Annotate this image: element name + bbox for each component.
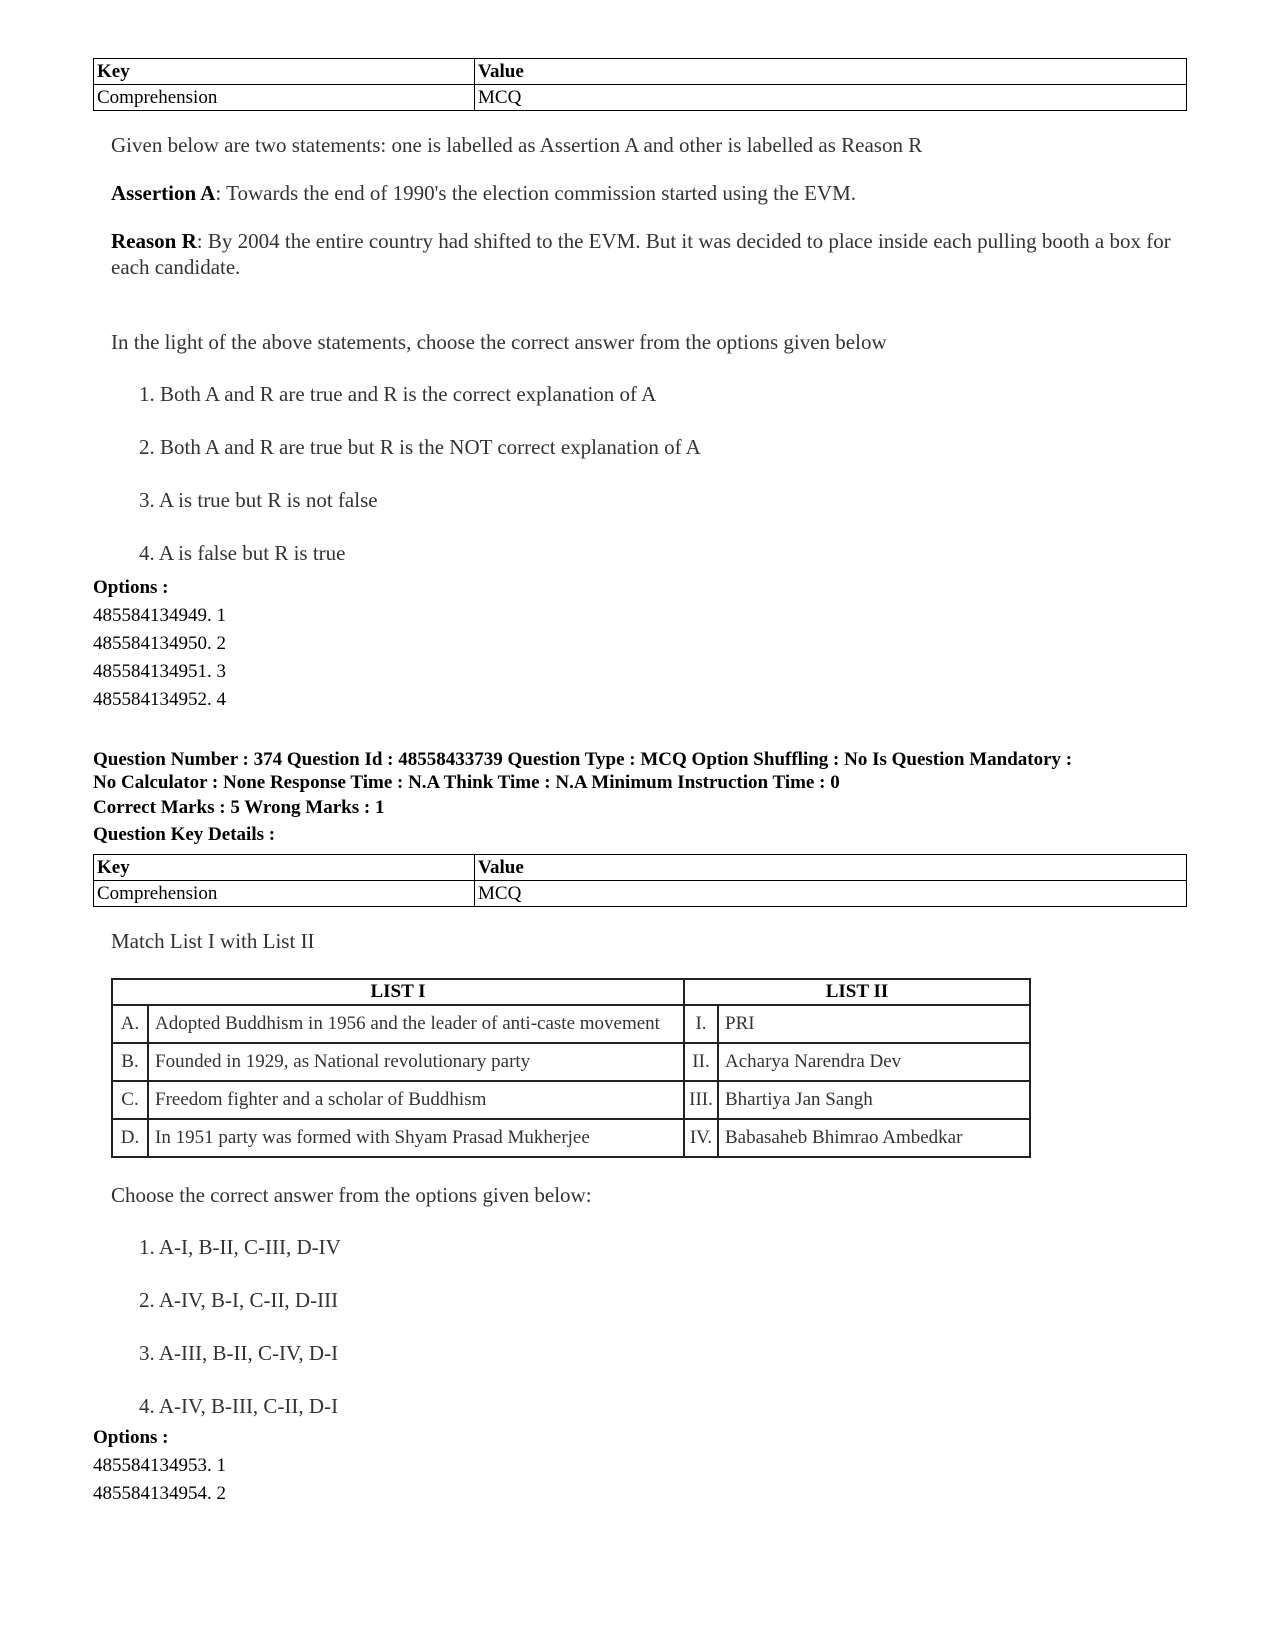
list-2-item: Acharya Narendra Dev (718, 1043, 1030, 1081)
q2-intro: Match List I with List II (111, 929, 315, 953)
q2-options (93, 1424, 226, 1508)
list-2-item: Bhartiya Jan Sangh (718, 1081, 1030, 1119)
list-2-item: Babasaheb Bhimrao Ambedkar (718, 1119, 1030, 1157)
value-header: Value (475, 59, 1187, 85)
option-item: 485584134950. 2 (93, 633, 226, 654)
match-row (112, 1043, 1030, 1081)
q2-choice-list (111, 1234, 1187, 1446)
match-row (112, 1005, 1030, 1043)
match-table (111, 978, 1031, 1158)
q1-choice: 1. Both A and R are true and R is the correct explanation of A (139, 382, 657, 406)
q2-choice: 4. A-IV, B-III, C-II, D-I (139, 1394, 339, 1418)
option-item: 485584134951. 3 (93, 661, 226, 682)
list-1-item: Adopted Buddhism in 1956 and the leader of anti-caste movement (148, 1005, 684, 1043)
row-letter: A. (112, 1005, 148, 1043)
row-numeral: I. (684, 1005, 718, 1043)
q1-intro: Given below are two statements: one is labelled as Assertion A and other is labelled as Reason R (111, 133, 923, 157)
question-2-body (93, 928, 1187, 1446)
match-row (112, 1081, 1030, 1119)
list-1-item: In 1951 party was formed with Shyam Prasad Mukherjee (148, 1119, 684, 1157)
row-numeral: IV. (684, 1119, 718, 1157)
option-item: 485584134952. 4 (93, 689, 226, 710)
row-letter: D. (112, 1119, 148, 1157)
list-1-item: Freedom fighter and a scholar of Buddhism (148, 1081, 684, 1119)
question-meta-line: Question Number : 374 Question Id : 48558433739 Question Type : MCQ Option Shuffling : No Is Question Mandatory : (93, 749, 1073, 770)
q1-choice: 2. Both A and R are true but R is the NOT correct explanation of A (139, 435, 701, 459)
q2-choice: 2. A-IV, B-I, C-II, D-III (139, 1288, 339, 1312)
question-meta-line: No Calculator : None Response Time : N.A Think Time : N.A Minimum Instruction Time : 0 (93, 772, 840, 793)
options-title: Options : (93, 577, 169, 598)
option-item: 485584134953. 1 (93, 1455, 226, 1476)
question-1-body (111, 132, 1187, 593)
option-item: 485584134954. 2 (93, 1483, 226, 1504)
value-cell: MCQ (475, 881, 1187, 907)
list-1-header: LIST I (112, 979, 684, 1005)
list-1-item: Founded in 1929, as National revolutionary party (148, 1043, 684, 1081)
q1-reason: Reason R: By 2004 the entire country had shifted to the EVM. But it was decided to place inside each pulling booth a box for each candidate. (111, 229, 1171, 279)
match-row (112, 1119, 1030, 1157)
key-header: Key (94, 855, 475, 881)
question-key-table-1 (93, 58, 1187, 111)
row-numeral: II. (684, 1043, 718, 1081)
value-cell: MCQ (475, 85, 1187, 111)
q2-choice: 3. A-III, B-II, C-IV, D-I (139, 1341, 339, 1365)
list-2-item: PRI (718, 1005, 1030, 1043)
key-cell: Comprehension (94, 881, 475, 907)
q1-prompt: In the light of the above statements, choose the correct answer from the options given below (111, 330, 887, 354)
value-header: Value (475, 855, 1187, 881)
options-title: Options : (93, 1427, 169, 1448)
row-letter: B. (112, 1043, 148, 1081)
marks-line: Correct Marks : 5 Wrong Marks : 1 (93, 797, 385, 818)
q1-choice-list (111, 381, 1187, 593)
q1-choice: 3. A is true but R is not false (139, 488, 378, 512)
row-letter: C. (112, 1081, 148, 1119)
q1-choice: 4. A is false but R is true (139, 541, 346, 565)
q1-assertion: Assertion A: Towards the end of 1990's the election commission started using the EVM. (111, 181, 856, 205)
q1-options (93, 574, 226, 714)
option-item: 485584134949. 1 (93, 605, 226, 626)
row-numeral: III. (684, 1081, 718, 1119)
key-header: Key (94, 59, 475, 85)
q2-meta (93, 748, 1187, 848)
key-cell: Comprehension (94, 85, 475, 111)
key-details-title: Question Key Details : (93, 824, 276, 845)
q2-choice: 1. A-I, B-II, C-III, D-IV (139, 1235, 341, 1259)
list-2-header: LIST II (684, 979, 1030, 1005)
question-key-table-2 (93, 854, 1187, 907)
q2-prompt: Choose the correct answer from the options given below: (111, 1183, 592, 1207)
